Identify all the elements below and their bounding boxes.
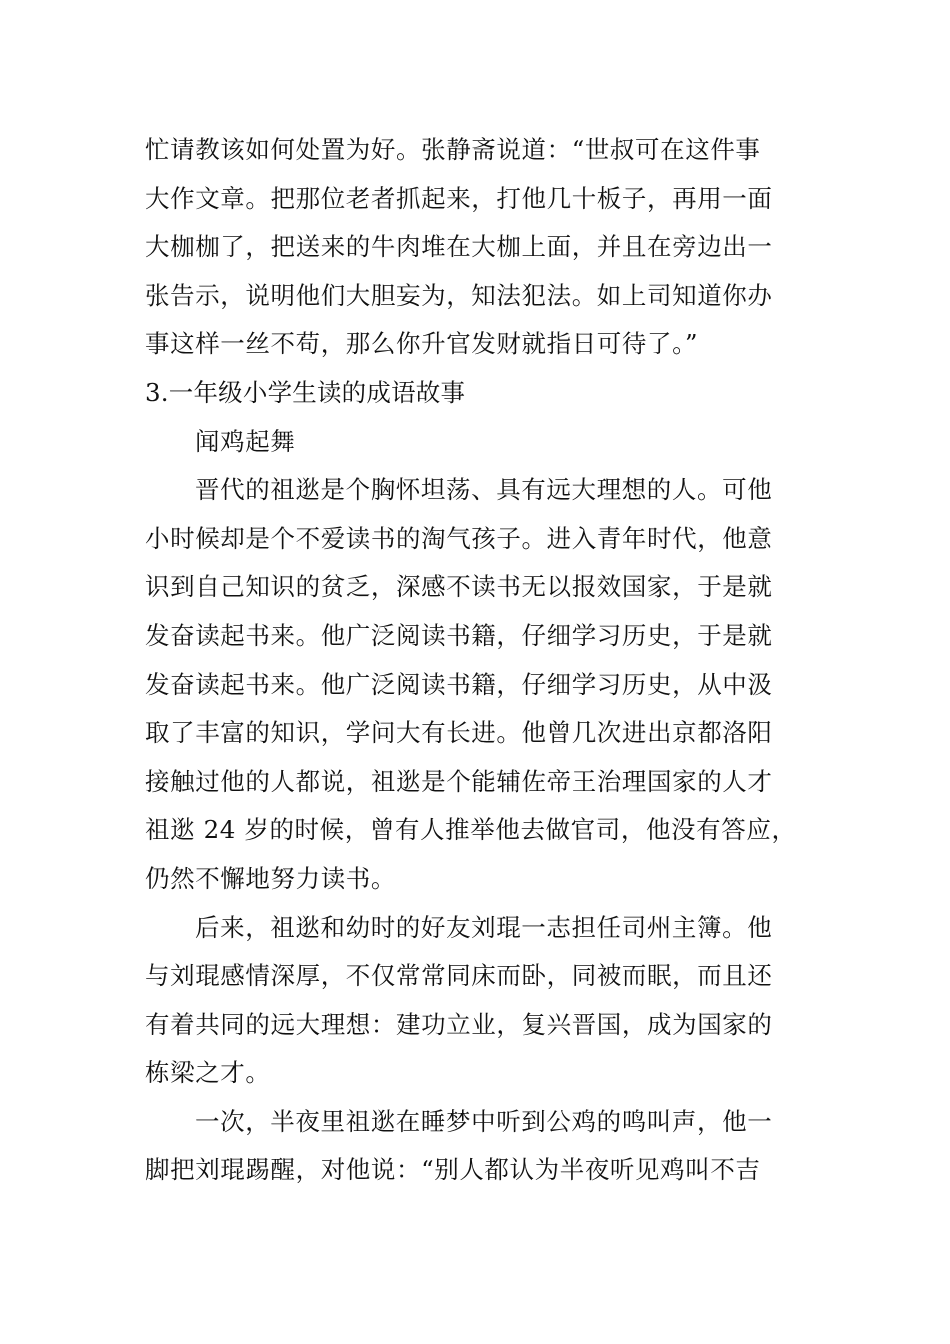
section-heading: 3.一年级小学生读的成语故事 (145, 377, 466, 407)
text-line: 大枷枷了，把送来的牛肉堆在大枷上面，并且在旁边出一 (145, 232, 773, 262)
text-line: 后来，祖逖和幼时的好友刘琨一志担任司州主簿。他 (195, 912, 773, 942)
text-line: 栋梁之才。 (145, 1058, 271, 1088)
text-line: 闻鸡起舞 (195, 426, 296, 456)
text-line: 有着共同的远大理想：建功立业，复兴晋国，成为国家的 (145, 1009, 773, 1039)
text-line: 小时候却是个不爱读书的淘气孩子。进入青年时代，他意 (145, 523, 773, 553)
text-line: 大作文章。把那位老者抓起来，打他几十板子，再用一面 (145, 183, 773, 213)
text-line: 仍然不懈地努力读书。 (145, 863, 396, 893)
text-line: 忙请教该如何处置为好。张静斋说道：“世叔可在这件事 (145, 135, 761, 164)
text-line: 事这样一丝不苟，那么你升官发财就指日可待了。” (145, 329, 699, 359)
text-line: 接触过他的人都说，祖逖是个能辅佐帝王治理国家的人才 (145, 766, 773, 796)
text-line: 祖逖 24 岁的时候，曾有人推举他去做官司，他没有答应， (145, 815, 797, 845)
text-line: 晋代的祖逖是个胸怀坦荡、具有远大理想的人。可他 (195, 475, 773, 505)
text-line: 识到自己知识的贫乏，深感不读书无以报效国家，于是就 (145, 572, 773, 602)
text-line: 发奋读起书来。他广泛阅读书籍，仔细学习历史，于是就 (145, 620, 773, 650)
text-line: 取了丰富的知识，学问大有长进。他曾几次进出京都洛阳 (145, 718, 773, 748)
text-line: 一次，半夜里祖逖在睡梦中听到公鸡的鸣叫声，他一 (195, 1106, 773, 1136)
text-line: 发奋读起书来。他广泛阅读书籍，仔细学习历史，从中汲 (145, 669, 773, 699)
text-line: 与刘琨感情深厚，不仅常常同床而卧，同被而眠，而且还 (145, 961, 773, 991)
text-line: 脚把刘琨踢醒，对他说：“别人都认为半夜听见鸡叫不吉 (145, 1155, 761, 1185)
text-line: 张告示，说明他们大胆妄为，知法犯法。如上司知道你办 (145, 280, 773, 310)
document-body (145, 126, 810, 1195)
